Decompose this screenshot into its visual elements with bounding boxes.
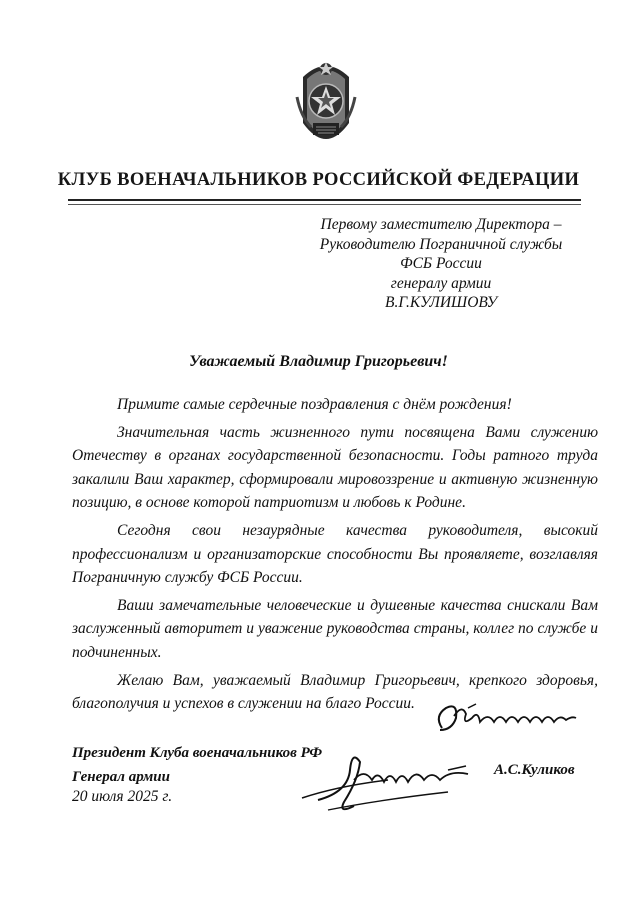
addressee-line: Первому заместителю Директора – (320, 216, 562, 233)
letter-date: 20 июля 2025 г. (72, 788, 173, 805)
letter-greeting: Уважаемый Владимир Григорьевич! (189, 353, 448, 370)
organization-title: КЛУБ ВОЕНАЧАЛЬНИКОВ РОССИЙСКОЙ ФЕДЕРАЦИИ (57, 170, 580, 190)
body-paragraph: Значительная часть жизненного пути посвящена Вами служению Отечеству в органах государственной безопасности. Годы ратного труда закалили Ваш характер, сформировали мировоззрение и активную жизненную позицию, в основе которой патриотизм и любовь к Родине. (72, 423, 598, 512)
signatory-position (72, 741, 322, 789)
signatory-title-line: Президент Клуба военачальников РФ (72, 745, 323, 761)
addressee-line: В.Г.КУЛИШОВУ (384, 294, 497, 311)
body-paragraph: Сегодня свои незаурядные качества руководителя, высокий профессионализм и организаторские способности Вы проявляете, возглавляя Пограничную службу ФСБ России. (72, 521, 598, 587)
addressee-block (296, 215, 586, 313)
signatory-rank-line: Генерал армии (72, 769, 170, 785)
body-paragraph: Примите самые сердечные поздравления с днём рождения! (117, 396, 512, 413)
addressee-line: ФСБ России (400, 255, 482, 272)
signatory-name: А.С.Куликов (494, 762, 575, 778)
club-emblem-badge-icon (291, 57, 361, 155)
letter-body (72, 393, 598, 720)
handwritten-note-icon (432, 700, 582, 740)
addressee-line: генералу армии (390, 274, 492, 292)
header-rule-thin (68, 204, 581, 205)
body-paragraph: Желаю Вам, уважаемый Владимир Григорьевич, крепкого здоровья, благополучия и успехов в служении на благо России. (72, 671, 598, 713)
handwritten-signature-icon (298, 740, 474, 818)
addressee-line: Руководителю Пограничной службы (319, 235, 563, 253)
header-rule-thick (68, 199, 581, 201)
body-paragraph: Ваши замечательные человеческие и душевные качества снискали Вам заслуженный авторитет и уважение руководства страны, коллег по службе и подчиненных. (72, 596, 598, 661)
